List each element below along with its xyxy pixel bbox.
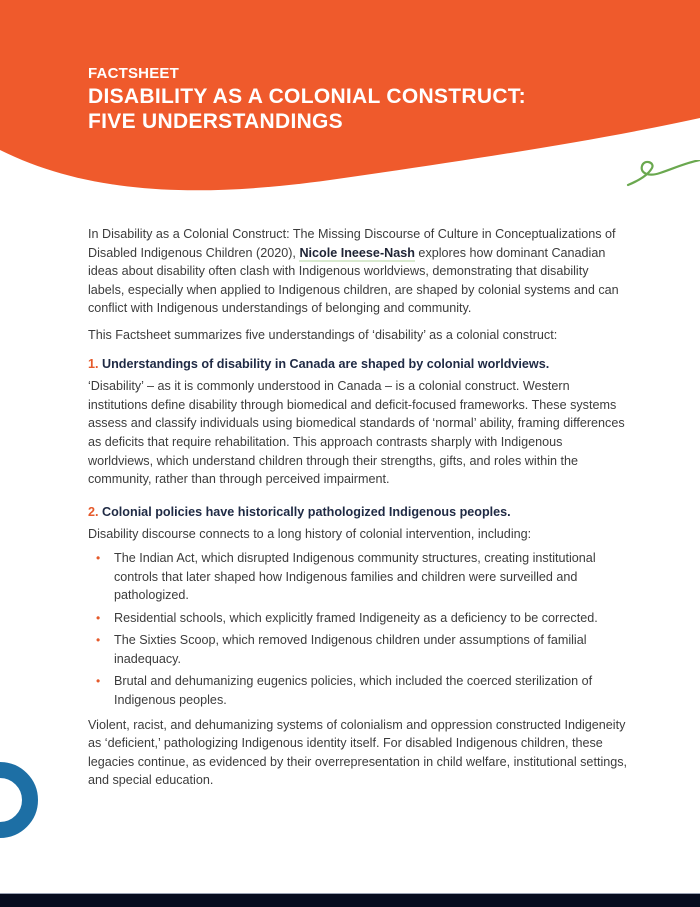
intro-text-1: In Disability as a Colonial Construct: The Missing Discourse of Culture in Conceptualizations of Disabled Indigenous Children (2020), [88,227,616,260]
bullet-text: Residential schools, which explicitly framed Indigeneity as a deficiency to be corrected. [114,610,598,625]
section-2-heading-text: Colonial policies have historically pathologized Indigenous peoples. [102,504,511,519]
bullet-dot-icon: • [96,674,101,689]
footer-bar [0,893,700,907]
section-2-number: 2. [88,504,99,519]
section-2-bullet-list [88,549,628,710]
bullet-dot-icon: • [96,550,101,565]
summary-paragraph: This Factsheet summarizes five understandings of ‘disability’ as a colonial construct: [88,327,558,342]
bullet-text: Brutal and dehumanizing eugenics policies, which included the coerced sterilization of Indigenous peoples. [114,674,593,708]
bullet-item [96,609,628,628]
bullet-dot-icon: • [96,633,101,648]
title-line-2: FIVE UNDERSTANDINGS [88,110,343,133]
intro-text-2: explores how dominant Canadian ideas about disability often clash with Indigenous worldviews, demonstrating that disability labels, especially when applied to Indigenous children, are shaped by colonial systems and can conflict with Indigenous understandings of belonging and community. [88,245,619,316]
bullet-dot-icon: • [96,610,101,625]
document-body [88,225,628,798]
bullet-text: The Indian Act, which disrupted Indigenous community structures, creating institutional controls that later shaped how Indigenous families and children were surveilled and pathologized. [114,550,596,603]
bullet-item [96,549,628,605]
author-link[interactable]: Nicole Ineese-Nash [299,245,415,260]
bullet-item [96,672,628,709]
factsheet-kicker: FACTSHEET [88,65,179,82]
section-2-closing: Violent, racist, and dehumanizing systems of colonialism and oppression constructed Indigeneity as ‘deficient,’ pathologizing Indigenous identity itself. For disabled Indigenous children, these legacies continue, as evidenced by their overrepresentation in child welfare, institutional settings, and special education. [88,717,628,788]
intro-paragraph [88,225,628,318]
section-2-heading [88,503,628,522]
blue-ring-decoration [0,760,40,840]
title-line-1: DISABILITY AS A COLONIAL CONSTRUCT: [88,85,526,108]
green-squiggle-decoration [620,160,700,200]
bullet-item [96,631,628,668]
section-1-number: 1. [88,356,99,371]
section-2-intro: Disability discourse connects to a long history of colonial intervention, including: [88,527,532,542]
section-1-heading [88,355,628,374]
page-title [88,84,608,134]
section-1-body: ‘Disability’ – as it is commonly understood in Canada – is a colonial construct. Western institutions define disability through biomedical and deficit-focused frameworks. These systems assess and classify individuals using biomedical standards of ‘normal’ ability, framing differences as deficits that require rehabilitation. This approach contrasts sharply with Indigenous worldviews, which understand children through their strengths, gifts, and roles within the community, rather than through perceived impairment. [88,379,625,487]
section-1-heading-text: Understandings of disability in Canada are shaped by colonial worldviews. [102,356,550,371]
bullet-text: The Sixties Scoop, which removed Indigenous children under assumptions of familial inadequacy. [114,633,587,666]
